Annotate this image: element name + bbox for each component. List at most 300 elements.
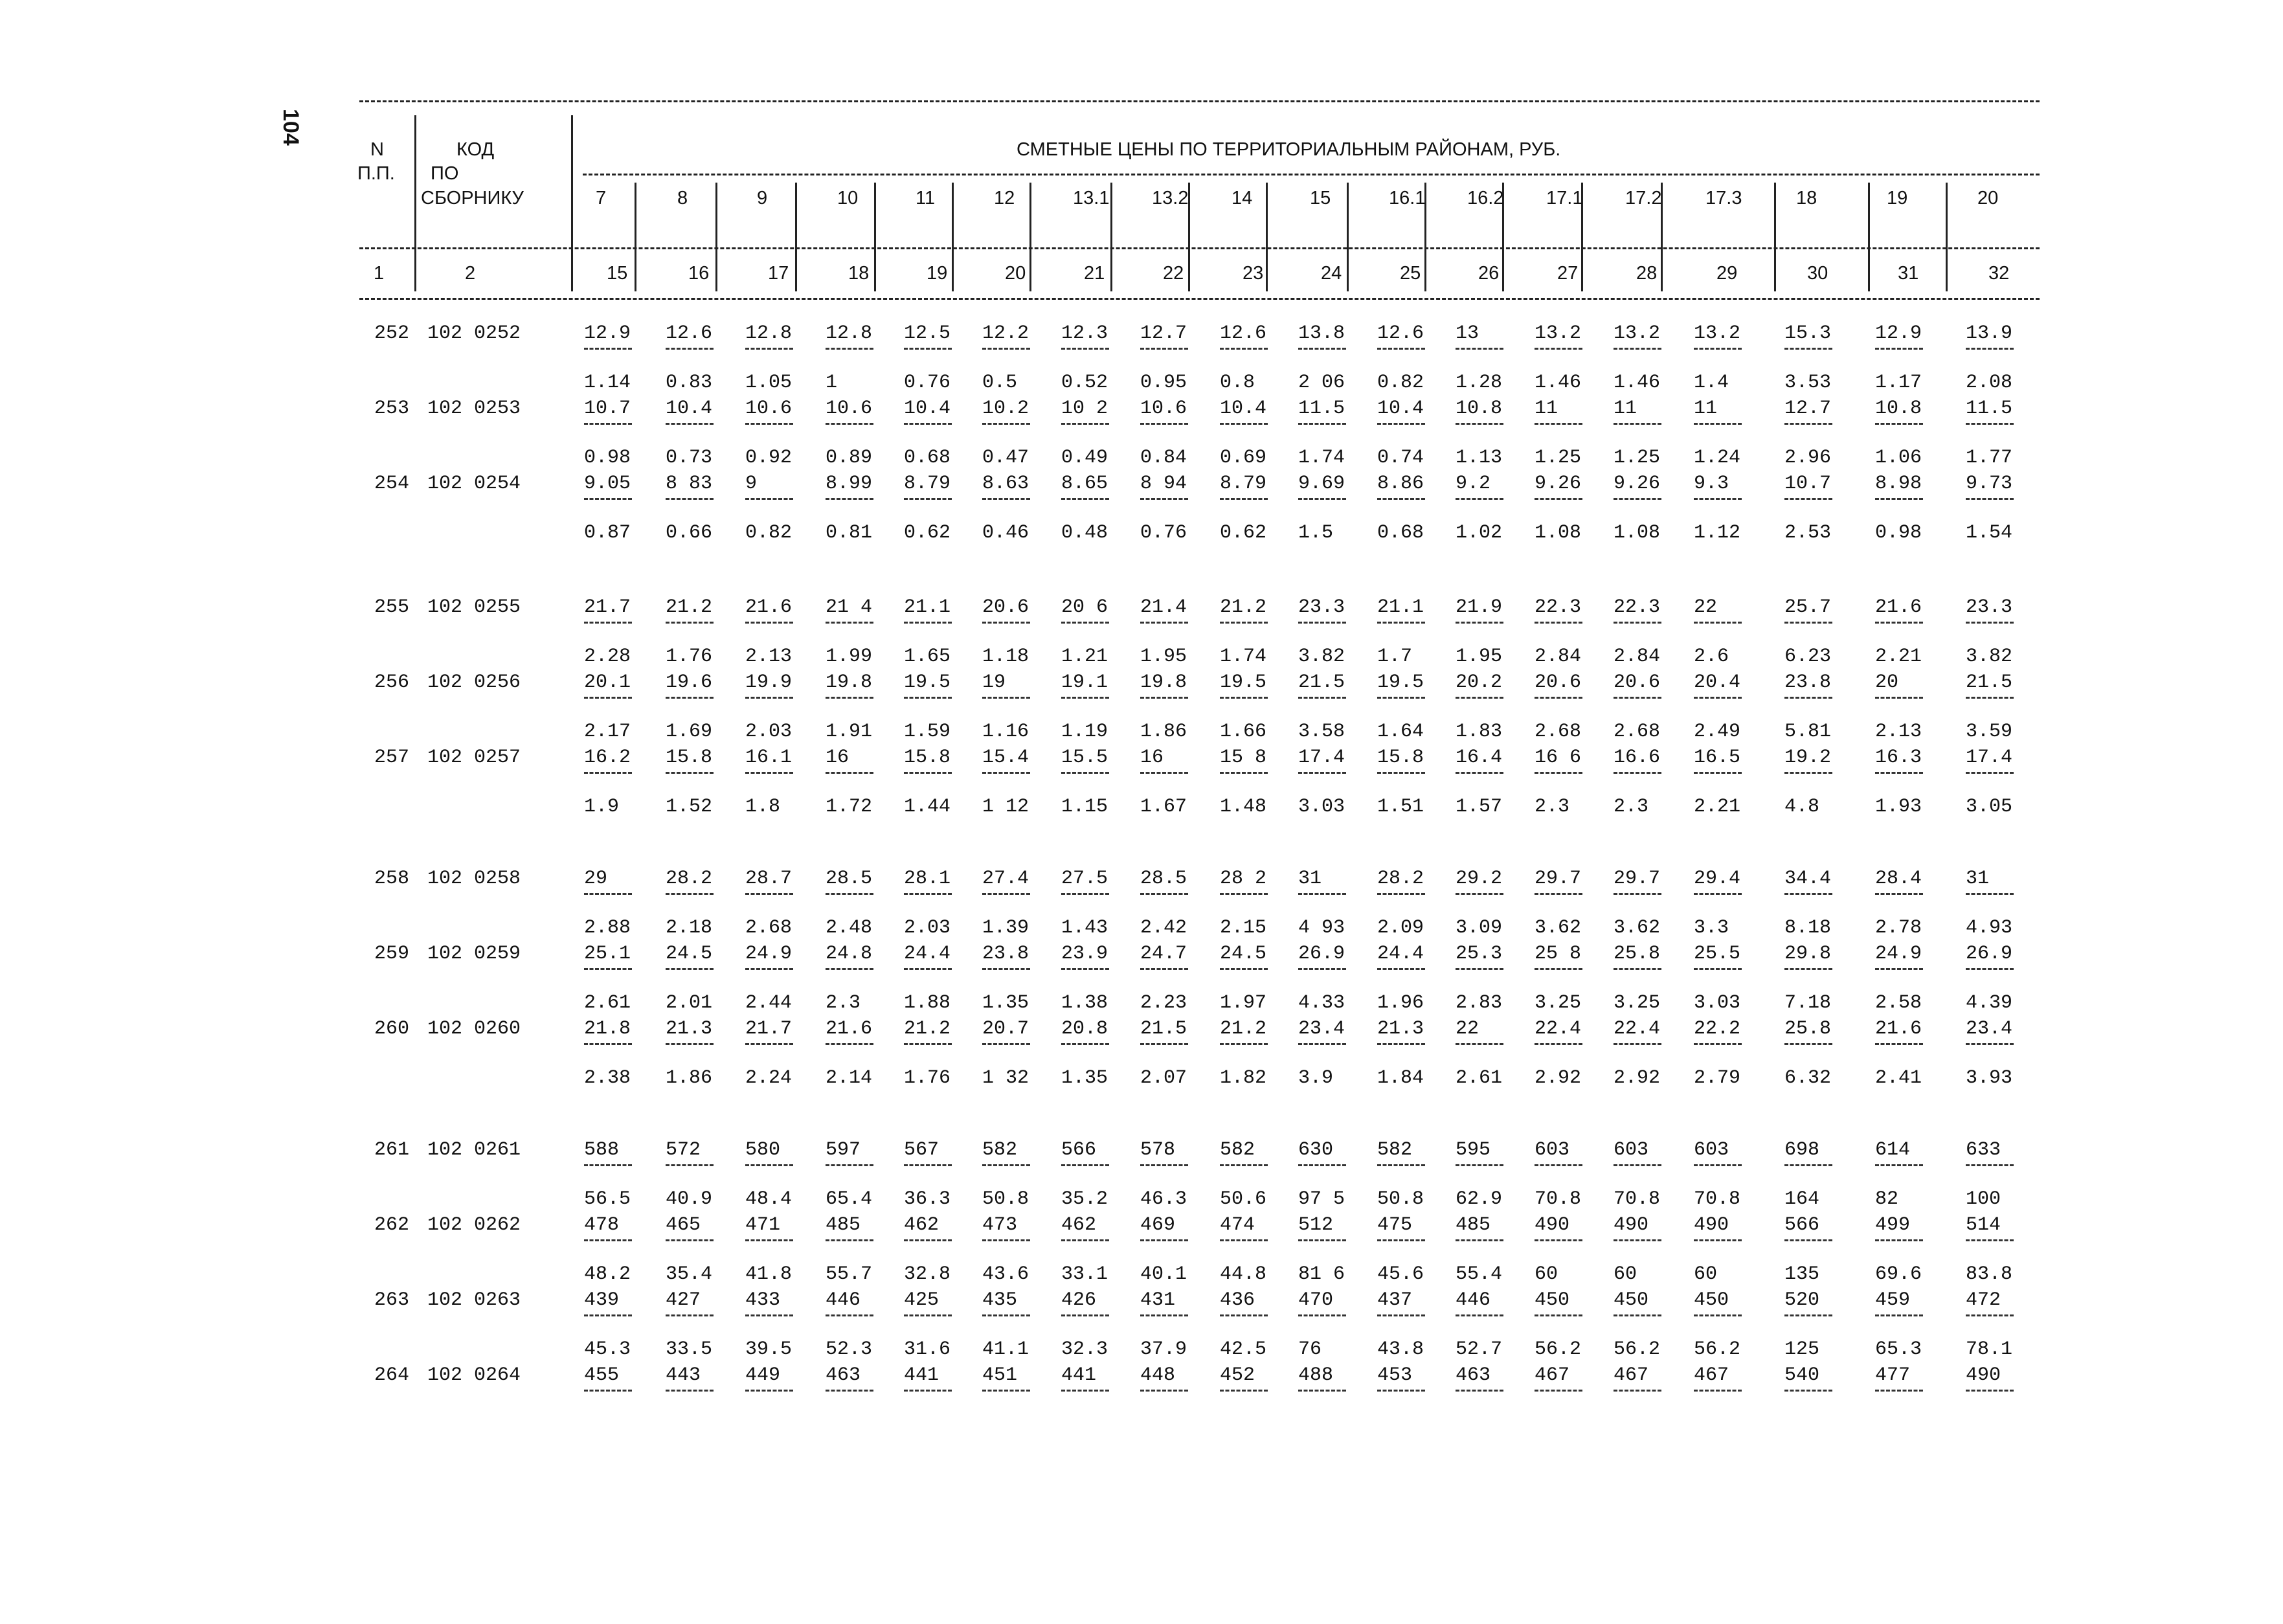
fraction-bar bbox=[1377, 772, 1425, 774]
fraction-bar bbox=[1220, 622, 1268, 624]
price-value: 490 bbox=[1694, 1214, 1729, 1236]
district-label: 8 bbox=[677, 188, 688, 209]
fraction-bar bbox=[1298, 423, 1346, 425]
fraction-bar bbox=[1377, 968, 1425, 970]
price-subvalue: 1.28 bbox=[1456, 372, 1503, 394]
fraction-bar bbox=[1456, 1164, 1503, 1166]
price-subvalue: 2.01 bbox=[666, 992, 713, 1014]
district-label: 17.1 bbox=[1546, 188, 1583, 209]
price-value: 433 bbox=[745, 1289, 781, 1311]
fraction-bar bbox=[1298, 1043, 1346, 1045]
fraction-bar bbox=[1456, 1390, 1503, 1392]
price-value: 12.8 bbox=[826, 322, 873, 344]
row-number: 253 bbox=[374, 398, 410, 420]
fraction-bar bbox=[904, 697, 952, 699]
price-subvalue: 2.84 bbox=[1535, 646, 1582, 668]
fraction-bar bbox=[1298, 1239, 1346, 1241]
fraction-bar bbox=[1220, 348, 1268, 350]
fraction-bar bbox=[1535, 1043, 1582, 1045]
fraction-bar bbox=[1784, 1043, 1832, 1045]
price-value: 431 bbox=[1140, 1289, 1176, 1311]
fraction-bar bbox=[1298, 968, 1346, 970]
price-subvalue: 1.06 bbox=[1875, 447, 1922, 469]
fraction-bar bbox=[1784, 498, 1832, 500]
price-value: 698 bbox=[1784, 1139, 1820, 1161]
fraction-bar bbox=[1377, 423, 1425, 425]
header-title: СМЕТНЫЕ ЦЕНЫ ПО ТЕРРИТОРИАЛЬНЫМ РАЙОНАМ, РУБ. bbox=[1017, 139, 1561, 160]
price-value: 9.3 bbox=[1694, 473, 1729, 495]
price-subvalue: 1.57 bbox=[1456, 796, 1503, 818]
fraction-bar bbox=[1966, 423, 2014, 425]
price-subvalue: 55.4 bbox=[1456, 1263, 1503, 1285]
price-value: 512 bbox=[1298, 1214, 1334, 1236]
price-value: 22.4 bbox=[1614, 1018, 1661, 1040]
price-value: 12.2 bbox=[982, 322, 1029, 344]
fraction-bar bbox=[745, 622, 793, 624]
fraction-bar bbox=[904, 1314, 952, 1316]
price-subvalue: 76 bbox=[1298, 1338, 1322, 1360]
price-value: 21.6 bbox=[1875, 596, 1922, 618]
price-subvalue: 2.18 bbox=[666, 917, 713, 939]
price-value: 13.2 bbox=[1614, 322, 1661, 344]
fraction-bar bbox=[584, 423, 632, 425]
price-subvalue: 1.18 bbox=[982, 646, 1029, 668]
fraction-bar bbox=[1456, 622, 1503, 624]
fraction-bar bbox=[982, 968, 1030, 970]
price-subvalue: 0.82 bbox=[745, 522, 793, 544]
price-value: 10 2 bbox=[1061, 398, 1108, 420]
price-value: 24.7 bbox=[1140, 943, 1187, 965]
colnum: 18 bbox=[848, 263, 870, 284]
fraction-bar bbox=[1298, 1164, 1346, 1166]
price-subvalue: 55.7 bbox=[826, 1263, 873, 1285]
fraction-bar bbox=[584, 968, 632, 970]
district-label: 14 bbox=[1231, 188, 1253, 209]
price-subvalue: 4.33 bbox=[1298, 992, 1345, 1014]
price-value: 25.3 bbox=[1456, 943, 1503, 965]
price-subvalue: 3.82 bbox=[1966, 646, 2013, 668]
district-label: 18 bbox=[1796, 188, 1817, 209]
header-separator bbox=[414, 115, 416, 291]
price-value: 470 bbox=[1298, 1289, 1334, 1311]
price-subvalue: 1.16 bbox=[982, 721, 1029, 743]
price-value: 25.5 bbox=[1694, 943, 1741, 965]
price-value: 19 bbox=[982, 671, 1006, 694]
price-subvalue: 1.46 bbox=[1614, 372, 1661, 394]
price-value: 31 bbox=[1966, 868, 1990, 890]
fraction-bar bbox=[904, 348, 952, 350]
price-subvalue: 48.4 bbox=[745, 1188, 793, 1210]
fraction-bar bbox=[826, 1390, 873, 1392]
price-value: 10.6 bbox=[826, 398, 873, 420]
price-value: 15.3 bbox=[1784, 322, 1832, 344]
price-value: 22.3 bbox=[1614, 596, 1661, 618]
fraction-bar bbox=[745, 498, 793, 500]
price-value: 13.2 bbox=[1535, 322, 1582, 344]
price-subvalue: 48.2 bbox=[584, 1263, 631, 1285]
fraction-bar bbox=[904, 772, 952, 774]
price-value: 614 bbox=[1875, 1139, 1911, 1161]
price-value: 12.8 bbox=[745, 322, 793, 344]
price-value: 10.8 bbox=[1875, 398, 1922, 420]
price-value: 17.4 bbox=[1298, 747, 1345, 769]
price-subvalue: 1.35 bbox=[982, 992, 1029, 1014]
price-subvalue: 1.9 bbox=[584, 796, 620, 818]
price-value: 21.8 bbox=[584, 1018, 631, 1040]
price-subvalue: 0.68 bbox=[1377, 522, 1424, 544]
fraction-bar bbox=[1784, 622, 1832, 624]
fraction-bar bbox=[666, 622, 714, 624]
fraction-bar bbox=[1535, 1239, 1582, 1241]
colnum: 28 bbox=[1636, 263, 1658, 284]
fraction-bar bbox=[745, 1043, 793, 1045]
district-label: 20 bbox=[1977, 188, 1999, 209]
price-subvalue: 36.3 bbox=[904, 1188, 951, 1210]
price-value: 9.69 bbox=[1298, 473, 1345, 495]
column-separator bbox=[1266, 183, 1268, 291]
fraction-bar bbox=[1614, 893, 1661, 895]
row-code: 102 0254 bbox=[427, 473, 521, 495]
price-value: 21.1 bbox=[1377, 596, 1424, 618]
row-code: 102 0256 bbox=[427, 671, 521, 694]
fraction-bar bbox=[982, 1164, 1030, 1166]
price-subvalue: 6.23 bbox=[1784, 646, 1832, 668]
fraction-bar bbox=[1875, 772, 1923, 774]
fraction-bar bbox=[1875, 1043, 1923, 1045]
price-value: 20.8 bbox=[1061, 1018, 1108, 1040]
price-subvalue: 1.39 bbox=[982, 917, 1029, 939]
district-rule bbox=[583, 174, 2040, 175]
fraction-bar bbox=[1140, 697, 1188, 699]
price-subvalue: 8.18 bbox=[1784, 917, 1832, 939]
fraction-bar bbox=[1535, 622, 1582, 624]
fraction-bar bbox=[1875, 968, 1923, 970]
header-pp: П.П. bbox=[357, 163, 395, 184]
fraction-bar bbox=[1694, 622, 1742, 624]
price-value: 453 bbox=[1377, 1364, 1413, 1386]
price-value: 435 bbox=[982, 1289, 1018, 1311]
fraction-bar bbox=[1140, 348, 1188, 350]
fraction-bar bbox=[1140, 968, 1188, 970]
fraction-bar bbox=[904, 423, 952, 425]
fraction-bar bbox=[666, 893, 714, 895]
price-value: 23.8 bbox=[982, 943, 1029, 965]
price-subvalue: 0.82 bbox=[1377, 372, 1424, 394]
price-value: 448 bbox=[1140, 1364, 1176, 1386]
price-value: 8.63 bbox=[982, 473, 1029, 495]
colnum: 20 bbox=[1005, 263, 1026, 284]
price-value: 23.4 bbox=[1298, 1018, 1345, 1040]
fraction-bar bbox=[1140, 622, 1188, 624]
fraction-bar bbox=[1966, 348, 2014, 350]
colnum-2: 2 bbox=[465, 263, 476, 284]
fraction-bar bbox=[1061, 697, 1109, 699]
price-value: 21.7 bbox=[584, 596, 631, 618]
price-value: 9 bbox=[745, 473, 758, 495]
fraction-bar bbox=[1061, 893, 1109, 895]
price-subvalue: 2.79 bbox=[1694, 1067, 1741, 1089]
fraction-bar bbox=[666, 1314, 714, 1316]
price-value: 21.5 bbox=[1140, 1018, 1187, 1040]
price-value: 16 6 bbox=[1535, 747, 1582, 769]
price-value: 21.2 bbox=[1220, 596, 1267, 618]
price-value: 465 bbox=[666, 1214, 701, 1236]
colnum-rule bbox=[359, 298, 2040, 300]
fraction-bar bbox=[904, 1390, 952, 1392]
price-subvalue: 1.25 bbox=[1535, 447, 1582, 469]
fraction-bar bbox=[1614, 1043, 1661, 1045]
price-subvalue: 1.51 bbox=[1377, 796, 1424, 818]
price-value: 16.4 bbox=[1456, 747, 1503, 769]
fraction-bar bbox=[826, 1164, 873, 1166]
price-subvalue: 0.49 bbox=[1061, 447, 1108, 469]
fraction-bar bbox=[1140, 1043, 1188, 1045]
price-subvalue: 2.78 bbox=[1875, 917, 1922, 939]
fraction-bar bbox=[904, 498, 952, 500]
row-number: 260 bbox=[374, 1018, 410, 1040]
price-value: 22.3 bbox=[1535, 596, 1582, 618]
price-subvalue: 2.84 bbox=[1614, 646, 1661, 668]
fraction-bar bbox=[1784, 1164, 1832, 1166]
price-value: 24.5 bbox=[666, 943, 713, 965]
price-value: 21.6 bbox=[1875, 1018, 1922, 1040]
price-subvalue: 56.2 bbox=[1535, 1338, 1582, 1360]
price-subvalue: 33.1 bbox=[1061, 1263, 1108, 1285]
price-subvalue: 1.83 bbox=[1456, 721, 1503, 743]
price-subvalue: 3.82 bbox=[1298, 646, 1345, 668]
fraction-bar bbox=[584, 1314, 632, 1316]
fraction-bar bbox=[666, 1043, 714, 1045]
price-subvalue: 0.98 bbox=[1875, 522, 1922, 544]
price-subvalue: 1.25 bbox=[1614, 447, 1661, 469]
price-value: 13.8 bbox=[1298, 322, 1345, 344]
row-code: 102 0261 bbox=[427, 1139, 521, 1161]
column-separator bbox=[1946, 183, 1948, 291]
price-value: 630 bbox=[1298, 1139, 1334, 1161]
price-subvalue: 6.32 bbox=[1784, 1067, 1832, 1089]
price-value: 24.8 bbox=[826, 943, 873, 965]
price-subvalue: 40.1 bbox=[1140, 1263, 1187, 1285]
header-sbornik: СБОРНИКУ bbox=[421, 188, 524, 209]
price-value: 25.1 bbox=[584, 943, 631, 965]
price-value: 485 bbox=[1456, 1214, 1491, 1236]
colnum: 23 bbox=[1243, 263, 1264, 284]
column-separator bbox=[1029, 183, 1031, 291]
price-subvalue: 65.4 bbox=[826, 1188, 873, 1210]
price-value: 520 bbox=[1784, 1289, 1820, 1311]
price-value: 10.7 bbox=[1784, 473, 1832, 495]
fraction-bar bbox=[1220, 697, 1268, 699]
price-value: 10.8 bbox=[1456, 398, 1503, 420]
price-value: 9.26 bbox=[1614, 473, 1661, 495]
fraction-bar bbox=[1966, 1164, 2014, 1166]
price-subvalue: 32.3 bbox=[1061, 1338, 1108, 1360]
fraction-bar bbox=[982, 1314, 1030, 1316]
fraction-bar bbox=[1966, 968, 2014, 970]
fraction-bar bbox=[1535, 772, 1582, 774]
price-value: 11 bbox=[1614, 398, 1637, 420]
fraction-bar bbox=[982, 1390, 1030, 1392]
fraction-bar bbox=[1875, 1314, 1923, 1316]
price-value: 10.7 bbox=[584, 398, 631, 420]
row-number: 255 bbox=[374, 596, 410, 618]
price-subvalue: 33.5 bbox=[666, 1338, 713, 1360]
fraction-bar bbox=[745, 1390, 793, 1392]
fraction-bar bbox=[826, 968, 873, 970]
price-value: 31 bbox=[1298, 868, 1322, 890]
header-code: КОД bbox=[456, 139, 495, 160]
price-value: 16.6 bbox=[1614, 747, 1661, 769]
fraction-bar bbox=[1966, 1043, 2014, 1045]
price-value: 566 bbox=[1061, 1139, 1097, 1161]
fraction-bar bbox=[1377, 1314, 1425, 1316]
fraction-bar bbox=[745, 1314, 793, 1316]
price-value: 12.6 bbox=[1377, 322, 1424, 344]
price-subvalue: 40.9 bbox=[666, 1188, 713, 1210]
row-number: 254 bbox=[374, 473, 410, 495]
price-subvalue: 1.24 bbox=[1694, 447, 1741, 469]
fraction-bar bbox=[1220, 772, 1268, 774]
price-value: 8.98 bbox=[1875, 473, 1922, 495]
colnum: 25 bbox=[1400, 263, 1421, 284]
row-code: 102 0257 bbox=[427, 747, 521, 769]
price-value: 580 bbox=[745, 1139, 781, 1161]
fraction-bar bbox=[1875, 1164, 1923, 1166]
price-subvalue: 0.8 bbox=[1220, 372, 1255, 394]
fraction-bar bbox=[1875, 348, 1923, 350]
price-subvalue: 3.53 bbox=[1784, 372, 1832, 394]
price-subvalue: 3.25 bbox=[1535, 992, 1582, 1014]
price-subvalue: 1.86 bbox=[666, 1067, 713, 1089]
price-subvalue: 100 bbox=[1966, 1188, 2001, 1210]
header-po: ПО bbox=[431, 163, 459, 184]
price-subvalue: 1.17 bbox=[1875, 372, 1922, 394]
row-number: 264 bbox=[374, 1364, 410, 1386]
fraction-bar bbox=[1298, 1390, 1346, 1392]
price-value: 11 bbox=[1694, 398, 1718, 420]
fraction-bar bbox=[982, 622, 1030, 624]
price-value: 8.79 bbox=[1220, 473, 1267, 495]
fraction-bar bbox=[1140, 423, 1188, 425]
fraction-bar bbox=[584, 893, 632, 895]
fraction-bar bbox=[1456, 498, 1503, 500]
price-subvalue: 0.52 bbox=[1061, 372, 1108, 394]
price-value: 446 bbox=[826, 1289, 861, 1311]
fraction-bar bbox=[1298, 1314, 1346, 1316]
fraction-bar bbox=[1784, 423, 1832, 425]
price-subvalue: 60 bbox=[1694, 1263, 1718, 1285]
fraction-bar bbox=[826, 622, 873, 624]
price-subvalue: 0.84 bbox=[1140, 447, 1187, 469]
fraction-bar bbox=[1535, 423, 1582, 425]
district-label: 11 bbox=[916, 188, 936, 209]
price-value: 449 bbox=[745, 1364, 781, 1386]
fraction-bar bbox=[1061, 1314, 1109, 1316]
price-subvalue: 65.3 bbox=[1875, 1338, 1922, 1360]
fraction-bar bbox=[745, 1239, 793, 1241]
fraction-bar bbox=[1875, 1239, 1923, 1241]
price-subvalue: 1.08 bbox=[1535, 522, 1582, 544]
price-value: 467 bbox=[1694, 1364, 1729, 1386]
price-subvalue: 4.93 bbox=[1966, 917, 2013, 939]
fraction-bar bbox=[1456, 1043, 1503, 1045]
fraction-bar bbox=[1784, 1314, 1832, 1316]
price-subvalue: 2.14 bbox=[826, 1067, 873, 1089]
price-value: 29.7 bbox=[1535, 868, 1582, 890]
price-subvalue: 1.72 bbox=[826, 796, 873, 818]
price-value: 25.7 bbox=[1784, 596, 1832, 618]
price-value: 12.3 bbox=[1061, 322, 1108, 344]
price-subvalue: 135 bbox=[1784, 1263, 1820, 1285]
price-value: 462 bbox=[904, 1214, 939, 1236]
price-value: 25.8 bbox=[1784, 1018, 1832, 1040]
district-label: 7 bbox=[596, 188, 607, 209]
price-subvalue: 37.9 bbox=[1140, 1338, 1187, 1360]
column-separator bbox=[874, 183, 876, 291]
price-value: 21 4 bbox=[826, 596, 873, 618]
fraction-bar bbox=[1220, 1164, 1268, 1166]
fraction-bar bbox=[1694, 1043, 1742, 1045]
price-subvalue: 1.86 bbox=[1140, 721, 1187, 743]
fraction-bar bbox=[826, 893, 873, 895]
price-subvalue: 2.38 bbox=[584, 1067, 631, 1089]
price-value: 514 bbox=[1966, 1214, 2001, 1236]
price-subvalue: 2.09 bbox=[1377, 917, 1424, 939]
price-subvalue: 45.6 bbox=[1377, 1263, 1424, 1285]
price-value: 24.4 bbox=[1377, 943, 1424, 965]
fraction-bar bbox=[1456, 1314, 1503, 1316]
fraction-bar bbox=[666, 423, 714, 425]
price-subvalue: 0.62 bbox=[904, 522, 951, 544]
price-value: 16.2 bbox=[584, 747, 631, 769]
price-value: 19.5 bbox=[904, 671, 951, 694]
price-value: 19.2 bbox=[1784, 747, 1832, 769]
fraction-bar bbox=[666, 697, 714, 699]
fraction-bar bbox=[826, 423, 873, 425]
price-value: 10.4 bbox=[1377, 398, 1424, 420]
header-separator bbox=[571, 115, 573, 291]
price-subvalue: 1.43 bbox=[1061, 917, 1108, 939]
price-value: 19.5 bbox=[1377, 671, 1424, 694]
price-subvalue: 0.83 bbox=[666, 372, 713, 394]
fraction-bar bbox=[1694, 968, 1742, 970]
district-label: 15 bbox=[1310, 188, 1331, 209]
fraction-bar bbox=[982, 423, 1030, 425]
price-subvalue: 1.65 bbox=[904, 646, 951, 668]
fraction-bar bbox=[1140, 1239, 1188, 1241]
price-subvalue: 50.8 bbox=[1377, 1188, 1424, 1210]
fraction-bar bbox=[1614, 772, 1661, 774]
price-subvalue: 1.99 bbox=[826, 646, 873, 668]
price-subvalue: 1.54 bbox=[1966, 522, 2013, 544]
fraction-bar bbox=[1377, 1239, 1425, 1241]
price-value: 19.8 bbox=[1140, 671, 1187, 694]
price-value: 11.5 bbox=[1966, 398, 2013, 420]
price-subvalue: 2.03 bbox=[904, 917, 951, 939]
price-subvalue: 3.62 bbox=[1614, 917, 1661, 939]
fraction-bar bbox=[904, 1239, 952, 1241]
price-value: 588 bbox=[584, 1139, 620, 1161]
column-separator bbox=[635, 183, 636, 291]
price-value: 22.4 bbox=[1535, 1018, 1582, 1040]
price-subvalue: 1.67 bbox=[1140, 796, 1187, 818]
colnum-1: 1 bbox=[374, 263, 385, 284]
colnum: 24 bbox=[1321, 263, 1342, 284]
price-value: 15.4 bbox=[982, 747, 1029, 769]
fraction-bar bbox=[745, 423, 793, 425]
price-value: 10.4 bbox=[666, 398, 713, 420]
price-subvalue: 1.74 bbox=[1298, 447, 1345, 469]
